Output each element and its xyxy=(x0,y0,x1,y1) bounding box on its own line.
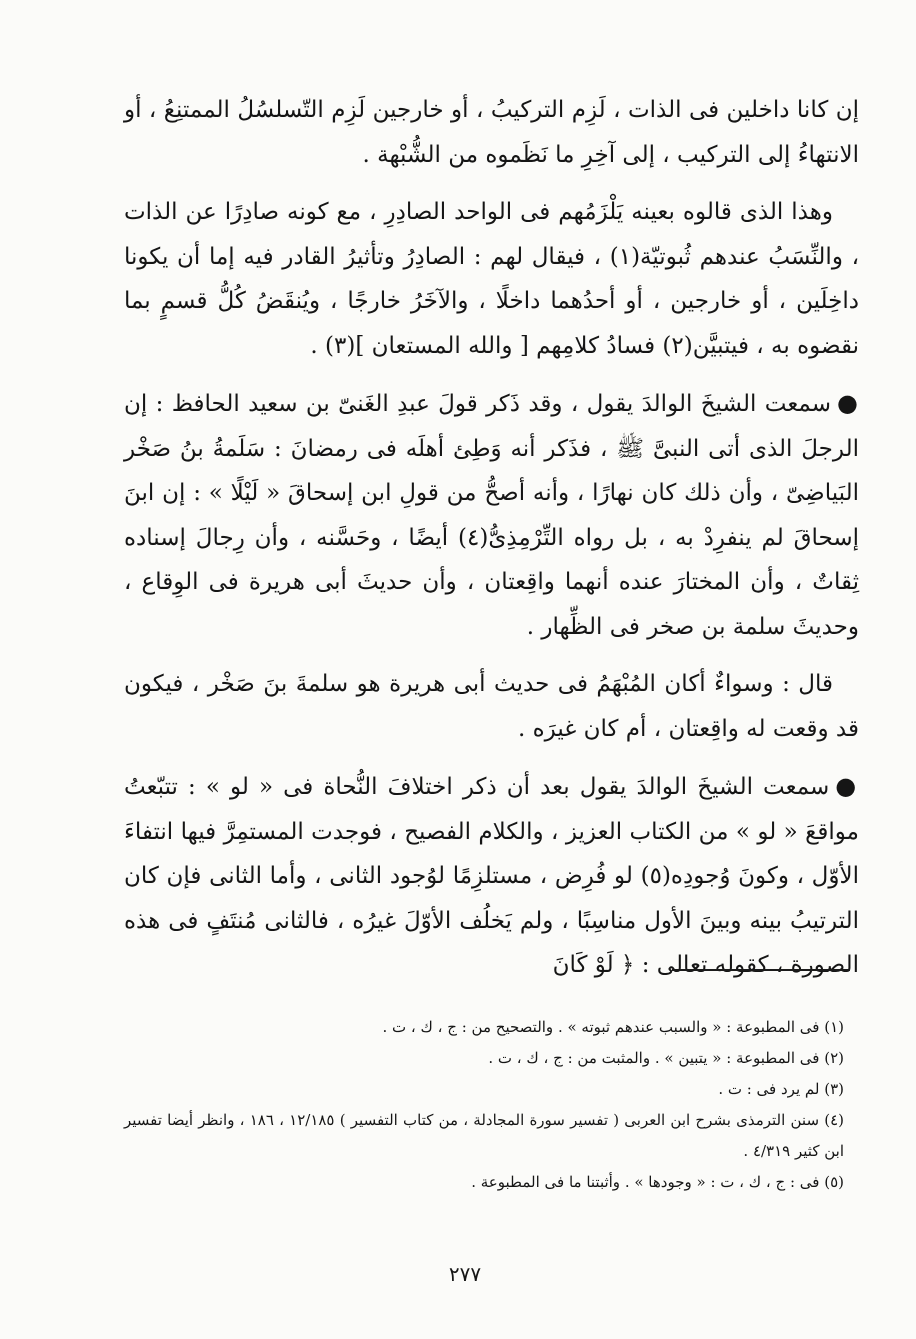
paragraph: وهذا الذى قالوه بعينه يَلْزَمُهم فى الواحد الصادِرِ ، مع كونه صادِرًا عن الذات ، والنِّسَبُ عندهم ثُبوتيّة(١) ، فيقال لهم : الصادِرُ وتأثيرُ القادر فيه إما أن يكونا داخِلَين ، أو خارجين ، أو أحدُهما داخلًا ، والآخَرُ خارجًا ، ويُنقَضُ كُلُّ قسمٍ بما نقضوه به ، فيتبيَّن(٢) فسادُ كلامِهم [ والله المستعان ](٣) . xyxy=(124,199,859,359)
paragraph-text: سمعت الشيخَ الوالدَ يقول ، وقد ذَكر قولَ عبدِ الغَنىّ بن سعيد الحافظ : إن الرجلَ الذى أتى النبىَّ ﷺ ، فذَكر أنه وَطِئ أهلَه فى رمضانَ : سَلَمةُ بنُ صَخْر البَياضِىّ ، وأن ذلك كان نهارًا ، وأنه أصحُّ من قولِ ابن إسحاقَ « لَيْلًا » : إن ابنَ إسحاقَ لم ينفرِدْ به ، بل رواه التِّرْمِذِىُّ(٤) أيضًا ، وحَسَّنه ، وأن رِجالَ إسناده ثِقاتٌ ، وأن المختارَ عنده أنهما واقِعتان ، وأن حديثَ أبى هريرة فى الوِقاع ، وحديثَ سلمة بن صخر فى الظِّهار . xyxy=(124,391,859,640)
footnote: (٣) لم يرد فى : ت . xyxy=(718,1080,844,1098)
page-number: ٢٧٧ xyxy=(448,1262,482,1286)
footnotes xyxy=(124,1012,844,1198)
paragraph-text: سمعت الشيخَ الوالدَ يقول بعد أن ذكر اختلافَ النُّحاة فى « لو » : تتبّعتُ مواقعَ « لو » من الكتاب العزيز ، والكلام الفصيح ، فوجدت المستمِرَّ فيها انتفاءَ الأوّل ، وكونَ وُجودِه(٥) لو فُرِض ، مستلزِمًا لوُجود الثانى ، وأما الثانى فإن كان الترتيبُ بينه وبينَ الأول مناسِبًا ، ولم يَخلُف الأوّلَ غيرُه ، فالثانى مُنتَفٍ فى هذه الصورة ، كقوله تعالى : ﴿ لَوْ كَانَ xyxy=(124,774,860,978)
bullet-icon: ● xyxy=(835,772,859,800)
paragraph xyxy=(124,764,859,988)
footnote: (٥) فى : ج ، ك ، ت : « وجودها » . وأثبتنا ما فى المطبوعة . xyxy=(471,1173,844,1191)
main-text xyxy=(124,88,859,1001)
bullet-icon: ● xyxy=(837,389,859,417)
paragraph: قال : وسواءٌ أكان المُبْهَمُ فى حديث أبى هريرة هو سلمةَ بنَ صَخْر ، فيكون قد وقعت له واقِعتان ، أم كان غيرَه . xyxy=(124,671,859,742)
footnote: (٢) فى المطبوعة : « يتبين » . والمثبت من : ج ، ك ، ت . xyxy=(488,1049,844,1067)
footnote: (١) فى المطبوعة : « والسبب عندهم ثبوته » . والتصحيح من : ج ، ك ، ت . xyxy=(382,1018,844,1036)
paragraph: إن كانا داخلين فى الذات ، لَزِم التركيبُ ، أو خارجين لَزِم التّسلسُلُ الممتنِعُ ، أو الانتهاءُ إلى التركيب ، إلى آخِرِ ما نَظَموه من الشُّبْهة . xyxy=(124,97,859,168)
footnote: (٤) سنن الترمذى بشرح ابن العربى ( تفسير سورة المجادلة ، من كتاب التفسير ) ١٢/١٨٥ ، ١٨٦ ، وانظر أيضا تفسير ابن كثير ٤/٣١٩ . xyxy=(124,1111,845,1160)
paragraph xyxy=(124,381,859,649)
footnote-separator xyxy=(672,969,850,971)
